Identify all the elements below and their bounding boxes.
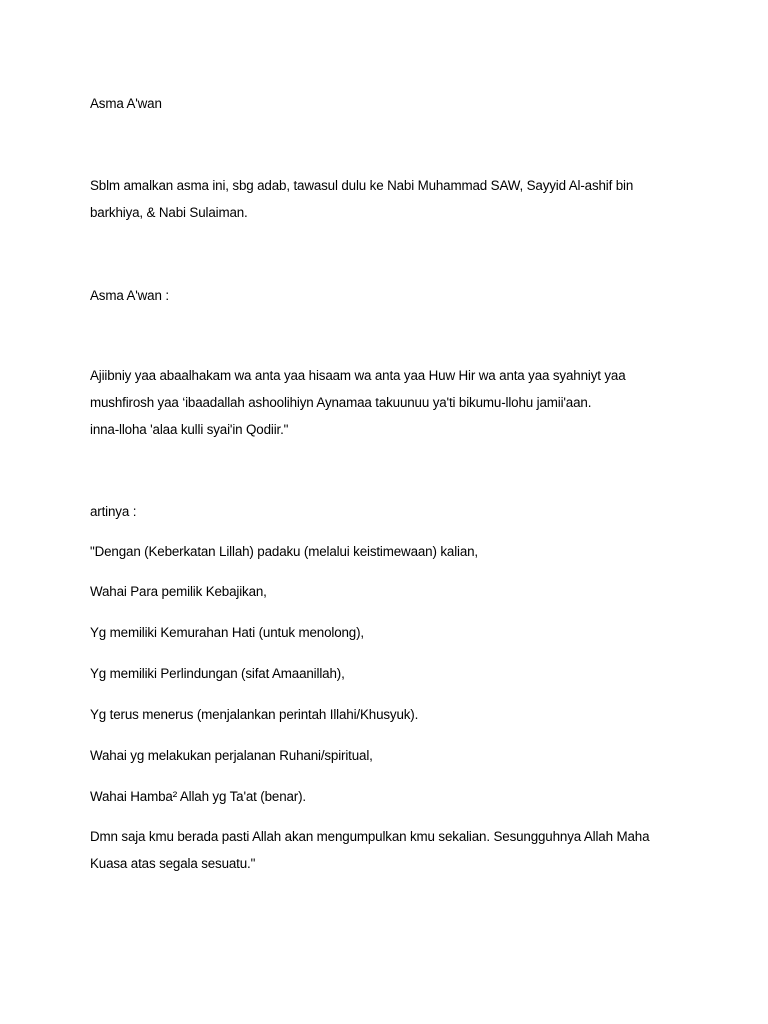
document-title: Asma A'wan (90, 96, 162, 111)
meaning-line-1: "Dengan (Keberkatan Lillah) padaku (melalui keistimewaan) kalian, (90, 544, 479, 559)
closing-line-2: Kuasa atas segala sesuatu." (90, 856, 256, 871)
intro-line-1: Sblm amalkan asma ini, sbg adab, tawasul dulu ke Nabi Muhammad SAW, Sayyid Al-ashif bin (90, 178, 634, 193)
artinya-heading: artinya : (90, 504, 137, 519)
meaning-line-2: Wahai Para pemilik Kebajikan, (90, 584, 267, 599)
asma-heading: Asma A'wan : (90, 288, 169, 303)
intro-line-2: barkhiya, & Nabi Sulaiman. (90, 205, 248, 220)
asma-text-line-2: mushfirosh yaa ‘ibaadallah ashoolihiyn Aynamaa takuunuu ya'ti bikumu-llohu jamii'aan. (90, 395, 592, 410)
meaning-line-3: Yg memiliki Kemurahan Hati (untuk menolong), (90, 625, 364, 640)
meaning-line-7: Wahai Hamba² Allah yg Ta'at (benar). (90, 789, 306, 804)
meaning-line-6: Wahai yg melakukan perjalanan Ruhani/spiritual, (90, 748, 373, 763)
asma-text-line-1: Ajiibniy yaa abaalhakam wa anta yaa hisaam wa anta yaa Huw Hir wa anta yaa syahniyt yaa (90, 368, 626, 383)
meaning-line-4: Yg memiliki Perlindungan (sifat Amaanillah), (90, 666, 345, 681)
asma-text-line-3: inna-lloha 'alaa kulli syai'in Qodiir." (90, 422, 289, 437)
closing-line-1: Dmn saja kmu berada pasti Allah akan mengumpulkan kmu sekalian. Sesungguhnya Allah Maha (90, 829, 650, 844)
meaning-line-5: Yg terus menerus (menjalankan perintah Illahi/Khusyuk). (90, 707, 419, 722)
